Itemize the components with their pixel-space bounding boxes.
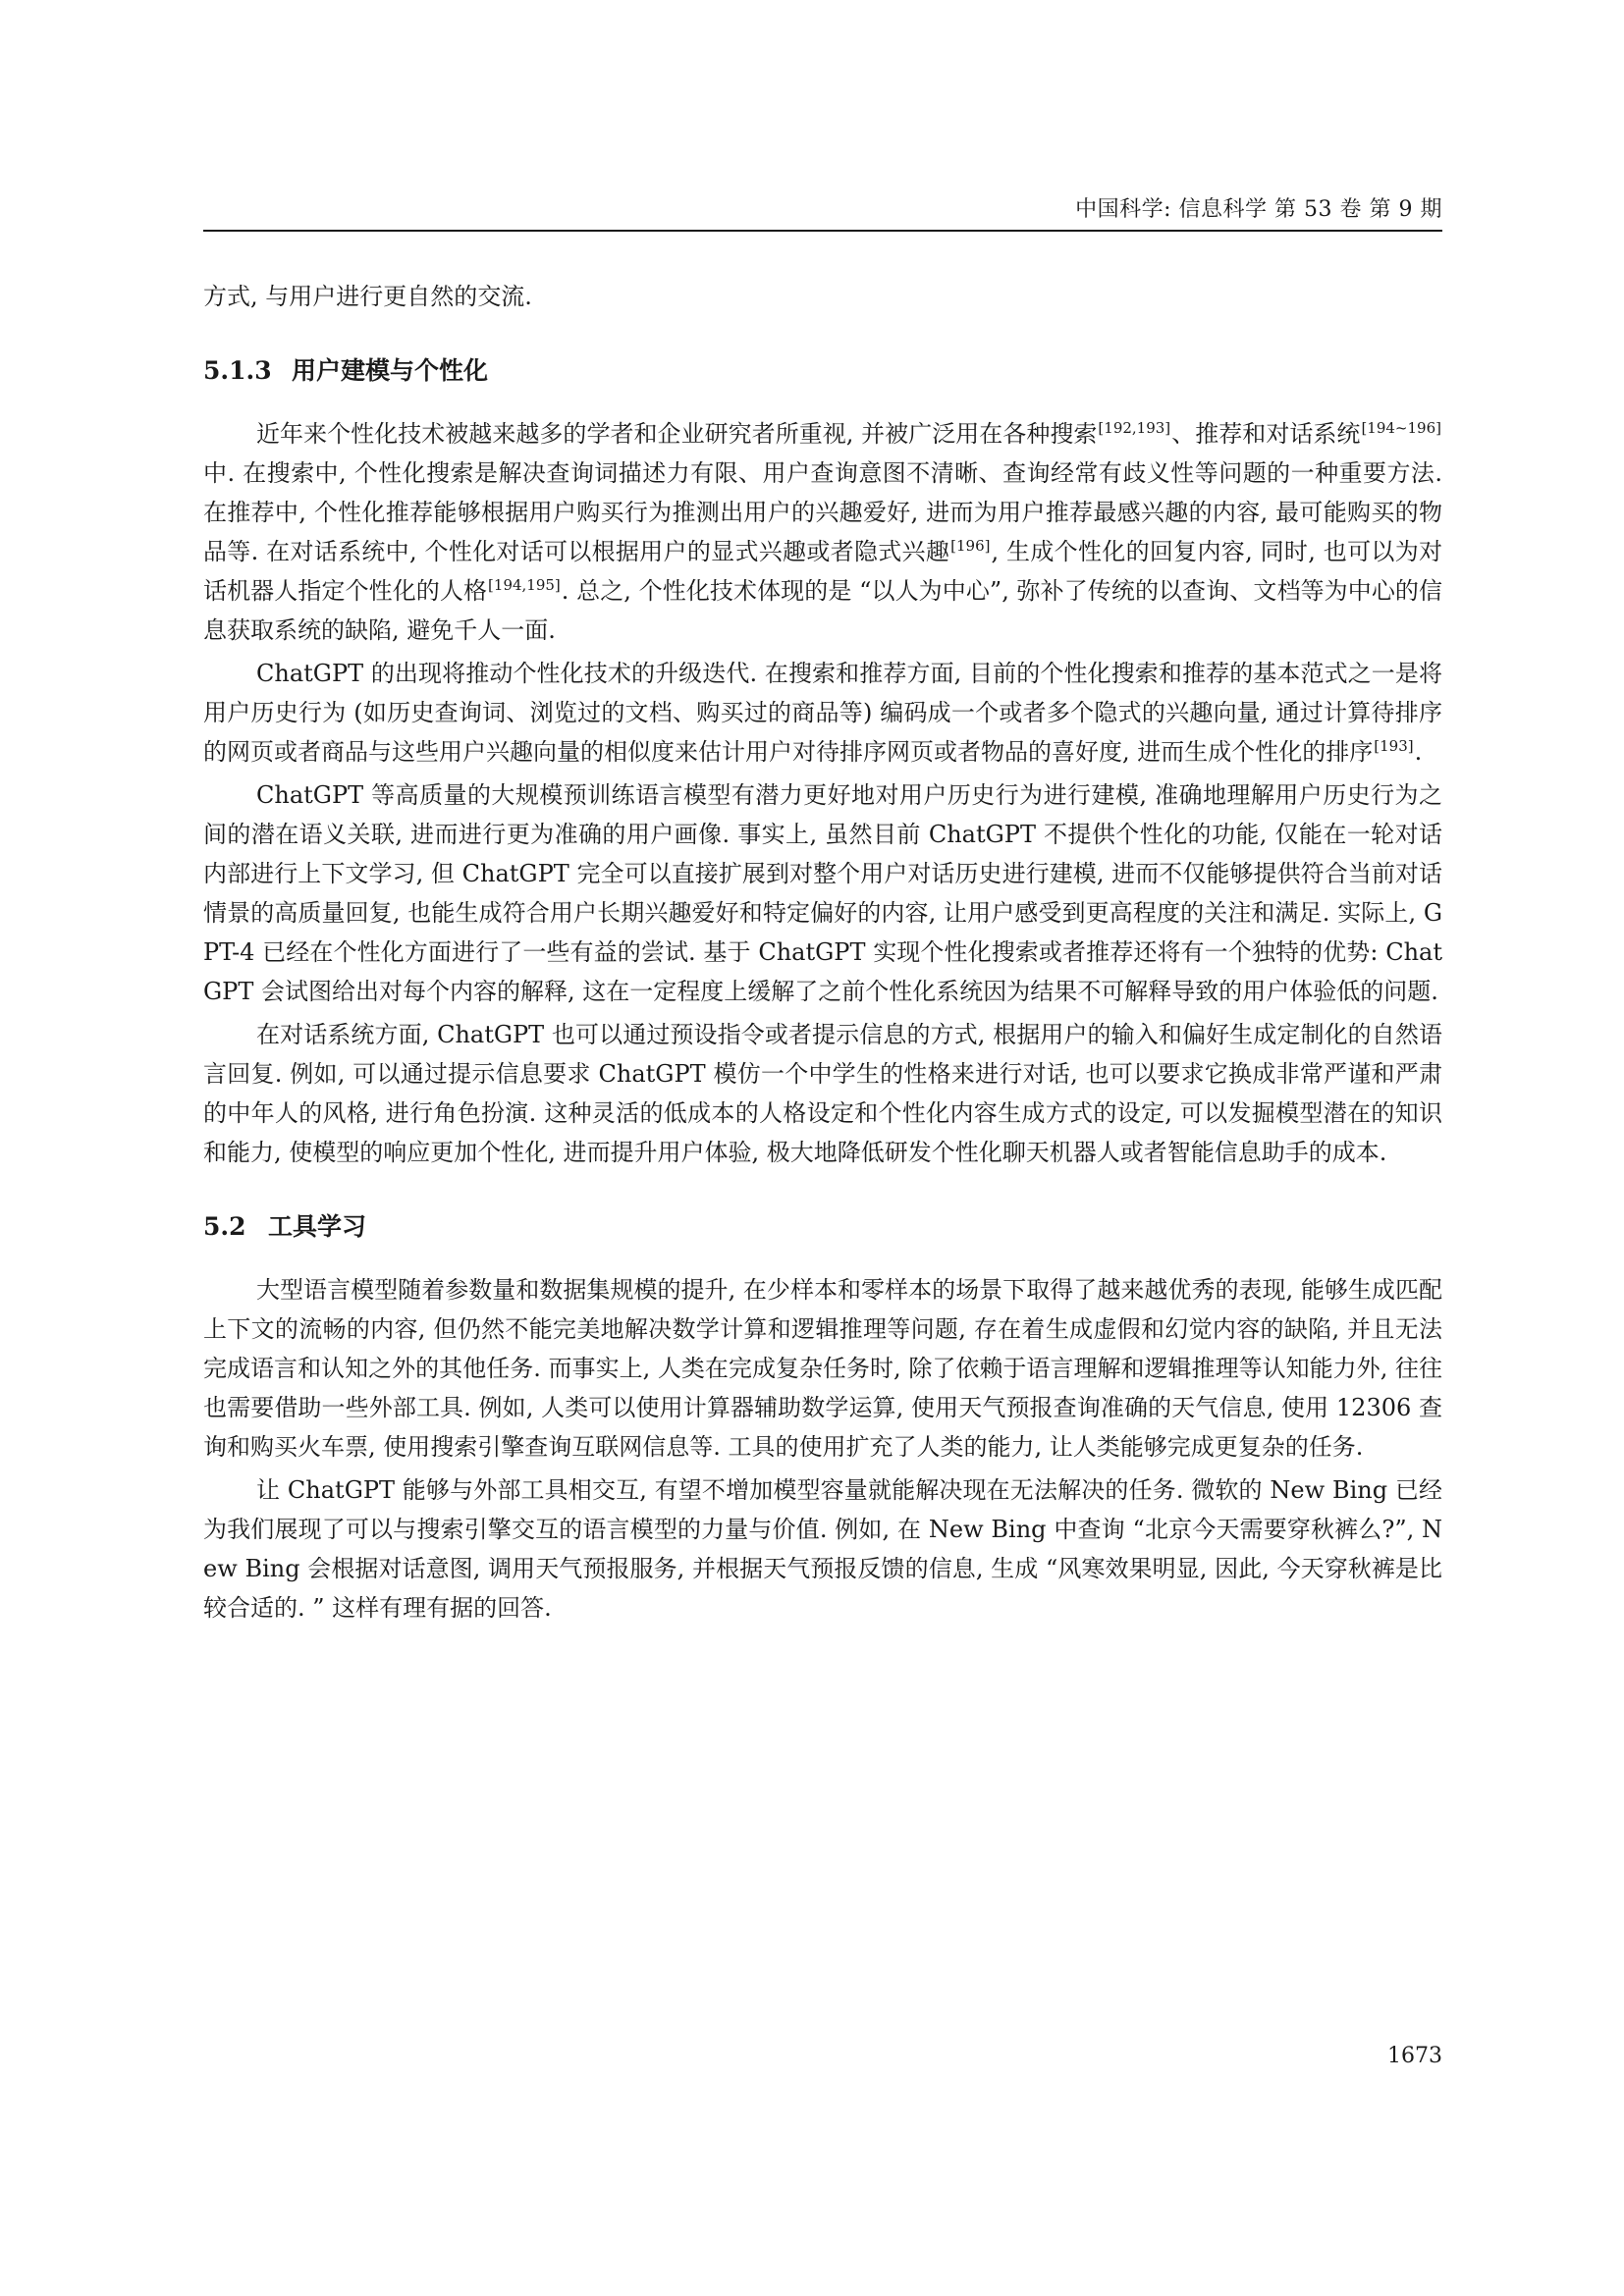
- citation: [194,195]: [488, 576, 561, 594]
- section-heading-5-2: [203, 1209, 1442, 1245]
- paragraph-text: 、推荐和对话系统: [1171, 420, 1361, 448]
- paragraph: ChatGPT 等高质量的大规模预训练语言模型有潜力更好地对用户历史行为进行建模, 准确地理解用户历史行为之间的潜在语义关联, 进而进行更为准确的用户画像. 事实上, 虽然目前 ChatGPT 不提供个性化的功能, 仅能在一轮对话内部进行上下文学习, 但 ChatGPT 完全可以直接扩展到对整个用户对话历史进行建模, 进而不仅能够提供符合当前对话情景的高质量回复, 也能生成符合用户长期兴趣爱好和特定偏好的内容, 让用户感受到更高程度的关注和满足. 实际上, GPT-4 已经在个性化方面进行了一些有益的尝试. 基于 ChatGPT 实现个性化搜索或者推荐还将有一个独特的优势: ChatGPT 会试图给出对每个内容的解释, 这在一定程度上缓解了之前个性化系统因为结果不可解释导致的用户体验低的问题.: [203, 781, 1442, 1005]
- paragraph-text: ChatGPT 的出现将推动个性化技术的升级迭代. 在搜索和推荐方面, 目前的个性化搜索和推荐的基本范式之一是将用户历史行为 (如历史查询词、浏览过的文档、购买过的商品等) 编码成一个或者多个隐式的兴趣向量, 通过计算待排序的网页或者商品与这些用户兴趣向量的相似度来估计用户对待排序网页或者物品的喜好度, 进而生成个性化的排序: [203, 660, 1442, 766]
- section-title: 用户建模与个性化: [292, 356, 489, 385]
- paragraph-text: . 总之, 个性化技术体现的是 “以人为中心”, 弥补了传统的以查询、文档等为中心的信息获取系统的缺陷, 避免千人一面.: [203, 577, 1442, 644]
- page-number: 1673: [1387, 2044, 1442, 2068]
- running-head: 中国科学: 信息科学 第 53 卷 第 9 期: [1075, 197, 1442, 222]
- section-number: 5.1.3: [203, 356, 272, 385]
- paragraph: 让 ChatGPT 能够与外部工具相交互, 有望不增加模型容量就能解决现在无法解决的任务. 微软的 New Bing 已经为我们展现了可以与搜索引擎交互的语言模型的力量与价值. 例如, 在 New Bing 中查询 “北京今天需要穿秋裤么?”, New Bing 会根据对话意图, 调用天气预报服务, 并根据天气预报反馈的信息, 生成 “风寒效果明显, 因此, 今天穿秋裤是比较合适的. ” 这样有理有据的回答.: [203, 1476, 1442, 1622]
- section-heading-5-1-3: [203, 353, 1442, 389]
- body-text: [203, 277, 1442, 1628]
- paragraph: 在对话系统方面, ChatGPT 也可以通过预设指令或者提示信息的方式, 根据用户的输入和偏好生成定制化的自然语言回复. 例如, 可以通过提示信息要求 ChatGPT 模仿一个中学生的性格来进行对话, 也可以要求它换成非常严谨和严肃的中年人的风格, 进行角色扮演. 这种灵活的低成本的人格设定和个性化内容生成方式的设定, 可以发掘模型潜在的知识和能力, 使模型的响应更加个性化, 进而提升用户体验, 极大地降低研发个性化聊天机器人或者智能信息助手的成本.: [203, 1021, 1442, 1166]
- citation: [192,193]: [1098, 419, 1171, 437]
- paragraph: 大型语言模型随着参数量和数据集规模的提升, 在少样本和零样本的场景下取得了越来越优秀的表现, 能够生成匹配上下文的流畅的内容, 但仍然不能完美地解决数学计算和逻辑推理等问题, 存在着生成虚假和幻觉内容的缺陷, 并且无法完成语言和认知之外的其他任务. 而事实上, 人类在完成复杂任务时, 除了依赖于语言理解和逻辑推理等认知能力外, 往往也需要借助一些外部工具. 例如, 人类可以使用计算器辅助数学运算, 使用天气预报查询准确的天气信息, 使用 12306 查询和购买火车票, 使用搜索引擎查询互联网信息等. 工具的使用扩充了人类的能力, 让人类能够完成更复杂的任务.: [203, 1276, 1442, 1461]
- continuation-paragraph: 方式, 与用户进行更自然的交流.: [203, 283, 532, 310]
- section-number: 5.2: [203, 1212, 246, 1241]
- paragraph-text: .: [1414, 738, 1423, 766]
- section-title: 工具学习: [268, 1212, 367, 1241]
- paragraph-text: 中. 在搜索中, 个性化搜索是解决查询词描述力有限、用户查询意图不清晰、查询经常有歧义性等问题的一种重要方法. 在推荐中, 个性化推荐能够根据用户购买行为推测出用户的兴趣爱好, 进而为用户推荐最感兴趣的内容, 最可能购买的物品等. 在对话系统中, 个性化对话可以根据用户的显式兴趣或者隐式兴趣: [203, 459, 1442, 565]
- header-rule: [203, 230, 1442, 232]
- paragraph-text: 近年来个性化技术被越来越多的学者和企业研究者所重视, 并被广泛用在各种搜索: [256, 420, 1098, 448]
- paragraph: [203, 414, 1442, 650]
- paper-page: [203, 0, 1442, 2296]
- paragraph-text: , 生成个性化的回复内容, 同时, 也可以为对话机器人指定个性化的人格: [203, 538, 1442, 605]
- citation: [193]: [1374, 737, 1414, 755]
- citation: [196]: [950, 537, 991, 555]
- citation: [194~196]: [1361, 419, 1441, 437]
- paragraph: [203, 654, 1442, 772]
